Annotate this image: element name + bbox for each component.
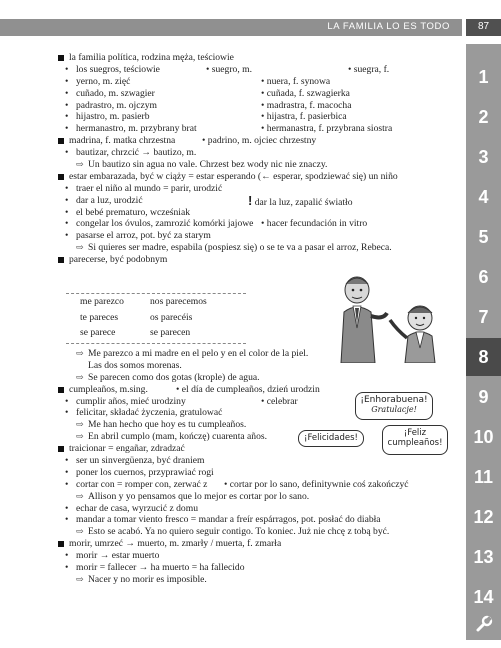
speech-bubble-felicidades: [298, 430, 364, 447]
bubble-text: Gratulacje!: [371, 405, 417, 414]
example-arroz: Si quieres ser madre, espabila (pospiesz się) o se te va a pasar el arroz, Rebeca.: [88, 242, 392, 254]
entry-estar-muerto: morir → estar muerto: [76, 550, 160, 562]
warning-exclamation-icon: !: [248, 192, 253, 208]
entry-cortar-con: cortar con = romper con, zerwać z: [76, 478, 208, 490]
conj-cell: te pareces: [80, 312, 119, 323]
entry-madrastra: madrastra, f. macocha: [266, 99, 352, 111]
example-arrow-icon: ⇨: [76, 526, 84, 537]
page-number: 87: [477, 21, 490, 32]
vocabulary-list: la familia política, rodzina męża, teściowie • los suegros, teściowie • suegro, m. • suegra, f. • yerno, m. zięć • nuera, f. synowa • cuñado, m. szwagier • cuñada, f. szwagierka • padrastro, m. ojczym • madrastra, f. macocha • hijastro, m. pasierb • hijastra, f. pasierbica • hermanastro, m. przybrany brat • hermanastra, f. przybrana siostra madrina, f. matka chrzestna • padrino, m. ojciec chrzestny • bautizar, chrzcić → bautizo, m. ⇨ Un bautizo sin agua no vale. Chrzest bez wody nic nie znaczy. estar embarazada, być w ciąży = estar esperando (← esperar, spodziewać się) un niño • traer el niño al mundo = parir, urodzić • dar a luz, urodzić ! dar la luz, zapalić światło • el bebé prematuro, wcześniak • congelar los óvulos, zamrozić komórki jajowe • hacer fecundación in vitro • pasarse el arroz, pot. być za starym ⇨ Si quieres ser madre, espabila (pospiesz się) o se te va a pasar el arroz, Rebeca. parecerse, być podobnym: [58, 52, 458, 266]
header-title: LA FAMILIA LO ES TODO: [327, 21, 450, 32]
section-bullet: [58, 174, 64, 180]
speech-bubble-enhorabuena: [355, 392, 433, 420]
section-bullet: [58, 257, 64, 263]
tab-6[interactable]: 6: [478, 267, 489, 287]
entry-cunada: cuñada, f. szwagierka: [266, 87, 350, 99]
example-parezco-2: Las dos somos morenas.: [88, 359, 182, 371]
entry-prematuro: el bebé prematuro, wcześniak: [76, 206, 191, 218]
example-allison: Allison y yo pensamos que lo mejor es cortar por lo sano.: [88, 490, 310, 502]
entry-bautizar: bautizar, chrzcić → bautizo, m.: [76, 147, 197, 159]
vocabulary-list-lower: ⇨ Me parezco a mi madre en el pelo y en el color de la piel. Las dos somos morenas. ⇨ Se parecen como dos gotas (krople) de agua. cumpleaños, m.sing. • el día de cumpleaños, dzień urodzin • cumplir años, mieć urodziny • celebrar • felicitar, składać życzenia, gratulować ⇨ Me han hecho que hoy es tu cumpleaños. ⇨ En abril cumplo (mam, kończę) cuarenta años. traicionar = engañar, zdradzać • ser un sinvergüenza, być draniem • poner los cuernos, przyprawiać rogi • cortar con = romper con, zerwać z • cortar por lo sano, definitywnie coś zakończyć ⇨ Allison y yo pensamos que lo mejor es cortar por lo sano. • echar de casa, wyrzucić z domu • mandar a tomar viento fresco = mandar a freír espárragos, pot. posłać do diabła ⇨ Esto se acabó. Ya no quiero seguir contigo. To koniec. Już nie chcę z tobą być. morir, umrzeć → muerto, m. zmarły / muerta, f. zmarła • morir → estar muerto • morir = fallecer → ha muerto = ha fallecido ⇨ Nacer y no morir es imposible.: [58, 348, 458, 586]
example-nacer: Nacer y no morir es imposible.: [88, 573, 207, 585]
tab-10[interactable]: 10: [473, 427, 494, 447]
entry-yerno: yerno, m. zięć: [76, 75, 131, 87]
tab-14[interactable]: 14: [473, 587, 494, 607]
chapter-tabs: [466, 44, 501, 640]
conj-cell: se parecen: [150, 327, 191, 338]
example-arrow-icon: ⇨: [76, 348, 84, 358]
wrench-icon[interactable]: [466, 605, 501, 643]
example-acabo: Esto se acabó. Ya no quiero seguir contigo. To koniec. Już nie chcę z tobą być.: [88, 526, 390, 538]
page-number-box: [466, 19, 501, 36]
entry-fallecer: morir = fallecer → ha muerto = ha fallecido: [76, 562, 245, 574]
entry-cumpleanos: cumpleaños, m.sing.: [69, 383, 148, 395]
entry-hermanastro: hermanastro, m. przybrany brat: [76, 123, 197, 135]
tab-2[interactable]: 2: [478, 107, 489, 127]
section-bullet: [58, 446, 64, 452]
entry-felicitar: felicitar, składać życzenia, gratulować: [76, 407, 223, 419]
entry-cuernos: poner los cuernos, przyprawiać rogi: [76, 466, 214, 478]
example-abril: En abril cumplo (mam, kończę) cuarenta años.: [88, 431, 268, 443]
entry-hijastra: hijastra, f. pasierbica: [266, 111, 347, 123]
conj-cell: me parezco: [80, 296, 124, 307]
example-arrow-icon: ⇨: [76, 371, 84, 382]
bubble-text: ¡Enhorabuena!: [360, 395, 428, 405]
entry-suegra: suegra, f.: [353, 63, 390, 75]
bubble-text: cumpleaños!: [387, 438, 443, 448]
running-header: [0, 19, 462, 36]
section-bullet: [58, 387, 64, 393]
bubble-text: ¡Felicidades!: [304, 433, 358, 443]
entry-cumplir: cumplir años, mieć urodziny: [76, 395, 186, 407]
example-hecho: Me han hecho que hoy es tu cumpleaños.: [88, 419, 247, 431]
example-arrow-icon: ⇨: [76, 431, 84, 442]
entry-hijastro: hijastro, m. pasierb: [76, 111, 150, 123]
example-arrow-icon: ⇨: [76, 419, 84, 430]
example-bautizo: Un bautizo sin agua no vale. Chrzest bez wody nic nie znaczy.: [88, 159, 328, 171]
entry-parecerse: parecerse, być podobnym: [69, 254, 168, 266]
example-parezco: Me parezco a mi madre en el pelo y en el color de la piel.: [88, 348, 309, 359]
tab-8[interactable]: 8: [466, 338, 501, 376]
conj-cell: se parece: [80, 327, 116, 338]
tab-7[interactable]: 7: [478, 307, 489, 327]
entry-embarazada: estar embarazada, być w ciąży = estar esperando (← esperar, spodziewać się) un niño: [69, 170, 398, 182]
example-arrow-icon: ⇨: [76, 490, 84, 501]
entry-familia-politica: la familia política, rodzina męża, teściowie: [69, 52, 234, 63]
tab-1[interactable]: 1: [478, 67, 489, 87]
section-bullet: [58, 55, 64, 61]
tab-11[interactable]: 11: [473, 467, 494, 487]
example-arrow-icon: ⇨: [76, 159, 84, 170]
tab-12[interactable]: 12: [473, 507, 494, 527]
entry-dia-cumpleanos: el día de cumpleaños, dzień urodzin: [181, 383, 320, 395]
entry-congelar: congelar los óvulos, zamrozić komórki jajowe: [76, 218, 254, 230]
entry-pasarse: pasarse el arroz, pot. być za starym: [76, 230, 211, 242]
entry-traer: traer el niño al mundo = parir, urodzić: [76, 182, 223, 194]
entry-traicionar: traicionar = engañar, zdradzać: [69, 443, 185, 455]
entry-cortar-por-lo-sano: cortar por lo sano, definitywnie coś zakończyć: [229, 478, 409, 490]
example-arrow-icon: ⇨: [76, 573, 84, 584]
entry-sinverguenza: ser un sinvergüenza, być draniem: [76, 455, 205, 467]
conjugation-table: [66, 293, 246, 344]
entry-hermanastra: hermanastra, f. przybrana siostra: [266, 123, 393, 135]
tab-9[interactable]: 9: [478, 387, 489, 407]
example-gotas: Se parecen como dos gotas (krople) de agua.: [88, 371, 260, 383]
tab-13[interactable]: 13: [473, 547, 494, 567]
example-arrow-icon: ⇨: [76, 242, 84, 253]
tab-4[interactable]: 4: [478, 187, 489, 207]
entry-padrastro: padrastro, m. ojczym: [76, 99, 157, 111]
entry-madrina: madrina, f. matka chrzestna: [69, 135, 176, 147]
section-bullet: [58, 541, 64, 547]
entry-suegro: suegro, m.: [211, 63, 253, 75]
entry-padrino: padrino, m. ojciec chrzestny: [207, 135, 317, 147]
tab-3[interactable]: 3: [478, 147, 489, 167]
entry-nuera: nuera, f. synowa: [266, 75, 331, 87]
entry-suegros: los suegros, teściowie: [76, 63, 160, 75]
tab-5[interactable]: 5: [478, 227, 489, 247]
entry-dar-a-luz: dar a luz, urodzić: [76, 194, 143, 206]
entry-fecundacion: hacer fecundación in vitro: [266, 218, 368, 230]
speech-bubble-feliz-cumpleanos: [382, 425, 448, 455]
bubble-text: ¡Feliz: [403, 428, 427, 438]
conj-cell: os parecéis: [150, 312, 193, 323]
entry-dar-la-luz: dar la luz, zapalić światło: [254, 196, 353, 208]
entry-echar: echar de casa, wyrzucić z domu: [76, 502, 198, 514]
entry-esparragos: mandar a tomar viento fresco = mandar a freír espárragos, pot. posłać do diabła: [76, 514, 381, 526]
conj-cell: nos parecemos: [150, 296, 207, 307]
entry-morir: morir, umrzeć → muerto, m. zmarły / muerta, f. zmarła: [69, 538, 282, 550]
entry-cunado: cuñado, m. szwagier: [76, 87, 155, 99]
entry-celebrar: celebrar: [266, 395, 298, 407]
section-bullet: [58, 138, 64, 144]
